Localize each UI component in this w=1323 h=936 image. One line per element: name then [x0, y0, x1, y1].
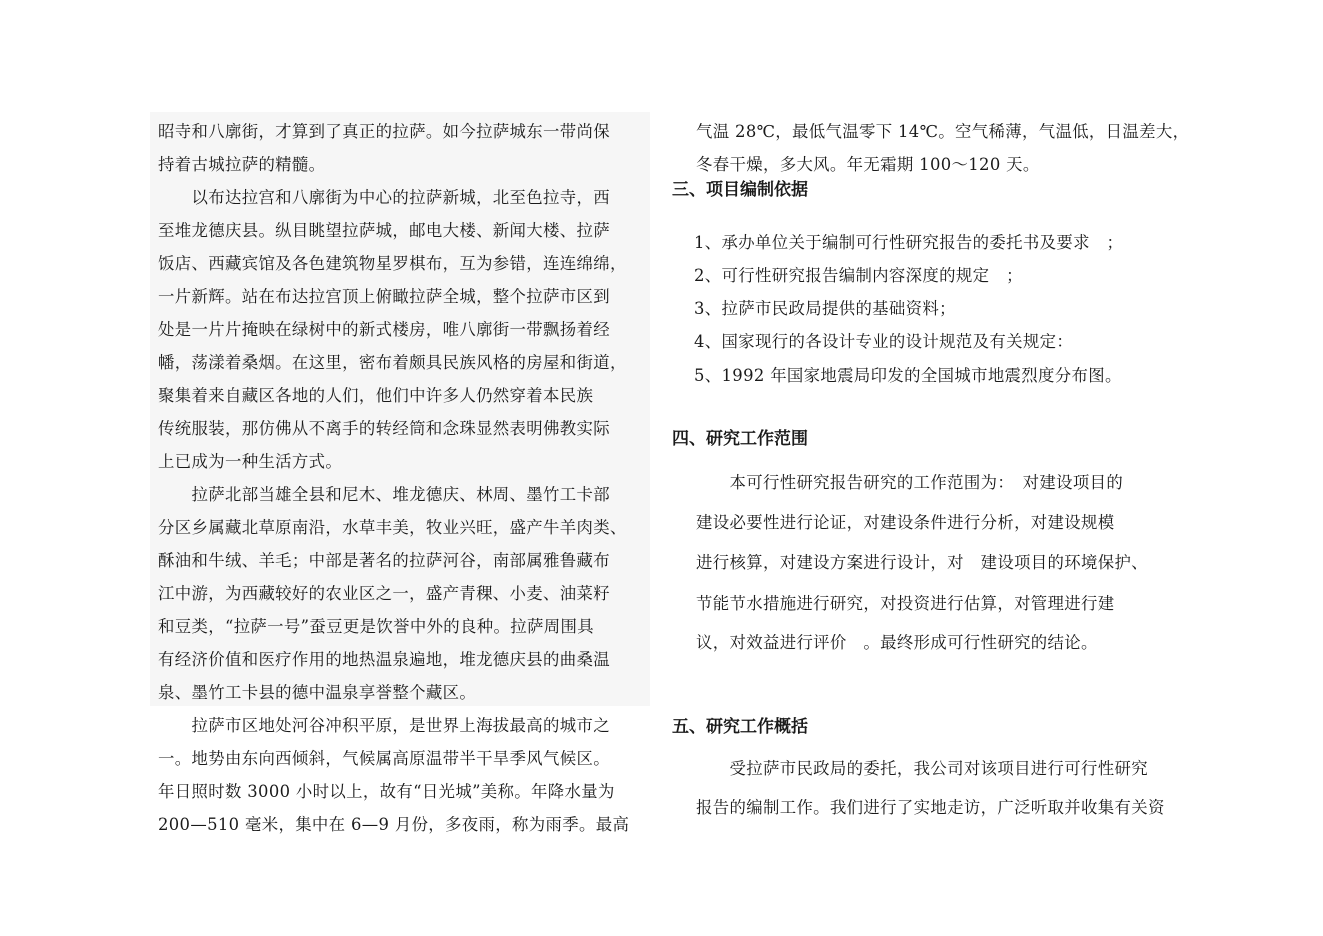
basis-item: 3、拉萨市民政局提供的基础资料；: [694, 299, 956, 318]
basis-item: 2、可行性研究报告编制内容深度的规定 ；: [694, 266, 1023, 285]
summary-line: 受拉萨市民政局的委托，我公司对该项目进行可行性研究: [696, 759, 1148, 778]
left-line: 持着古城拉萨的精髓。: [158, 155, 326, 174]
scope-line: 节能节水措施进行研究，对投资进行估算，对管理进行建: [696, 594, 1115, 613]
left-line: 上已成为一种生活方式。: [158, 452, 343, 471]
section-heading-scope: 四、研究工作范围: [672, 429, 808, 449]
left-line: 饭店、西藏宾馆及各色建筑物星罗棋布，互为参错，连连绵绵，: [158, 254, 627, 273]
scope-line: 建设必要性进行论证，对建设条件进行分析，对建设规模: [696, 513, 1115, 532]
section-heading-summary: 五、研究工作概括: [672, 717, 808, 737]
left-line: 聚集着来自藏区各地的人们，他们中许多人仍然穿着本民族: [158, 386, 594, 405]
scope-line: 议，对效益进行评价 。最终形成可行性研究的结论。: [696, 633, 1098, 652]
basis-item: 4、国家现行的各设计专业的设计规范及有关规定：: [694, 332, 1074, 351]
left-line: 处是一片片掩映在绿树中的新式楼房，唯八廓街一带飘扬着经: [158, 320, 610, 339]
left-line: 和豆类，“拉萨一号”蚕豆更是饮誉中外的良种。拉萨周围具: [158, 617, 594, 636]
left-line: 一片新辉。站在布达拉宫顶上俯瞰拉萨全城，整个拉萨市区到: [158, 287, 610, 306]
left-line: 200—510 毫米，集中在 6—9 月份，多夜雨，称为雨季。最高: [158, 815, 630, 834]
left-line: 至堆龙德庆县。纵目眺望拉萨城，邮电大楼、新闻大楼、拉萨: [158, 221, 610, 240]
basis-item: 5、1992 年国家地震局印发的全国城市地震烈度分布图。: [694, 366, 1122, 385]
scope-line: 进行核算，对建设方案进行设计，对 建设项目的环境保护、: [696, 553, 1148, 572]
left-line: 昭寺和八廓街，才算到了真正的拉萨。如今拉萨城东一带尚保: [158, 122, 610, 141]
left-line: 传统服装，那仿佛从不离手的转经筒和念珠显然表明佛教实际: [158, 419, 610, 438]
left-line: 酥油和牛绒、羊毛；中部是著名的拉萨河谷，南部属雅鲁藏布: [158, 551, 610, 570]
left-line: 一。地势由东向西倾斜，气候属高原温带半干旱季风气候区。: [158, 749, 610, 768]
left-line: 江中游，为西藏较好的农业区之一，盛产青稞、小麦、油菜籽: [158, 584, 610, 603]
basis-item: 1、承办单位关于编制可行性研究报告的委托书及要求 ；: [694, 233, 1124, 252]
left-line: 以布达拉宫和八廓街为中心的拉萨新城，北至色拉寺，西: [158, 188, 610, 207]
left-line: 分区乡属藏北草原南沿，水草丰美，牧业兴旺，盛产牛羊肉类、: [158, 518, 627, 537]
left-line: 幡，荡漾着桑烟。在这里，密布着颇具民族风格的房屋和街道，: [158, 353, 627, 372]
scope-line: 本可行性研究报告研究的工作范围为： 对建设项目的: [696, 473, 1124, 492]
left-line: 泉、墨竹工卡县的德中温泉享誉整个藏区。: [158, 683, 477, 702]
left-line: 年日照时数 3000 小时以上，故有“日光城”美称。年降水量为: [158, 782, 615, 801]
left-line: 拉萨市区地处河谷冲积平原，是世界上海拔最高的城市之: [158, 716, 610, 735]
section-heading-basis: 三、项目编制依据: [672, 180, 808, 200]
climate-line: 冬春干燥，多大风。年无霜期 100～120 天。: [696, 155, 1040, 174]
left-line: 拉萨北部当雄全县和尼木、堆龙德庆、林周、墨竹工卡部: [158, 485, 610, 504]
climate-line: 气温 28℃，最低气温零下 14℃。空气稀薄，气温低，日温差大，: [696, 122, 1190, 141]
summary-line: 报告的编制工作。我们进行了实地走访，广泛听取并收集有关资: [696, 798, 1165, 817]
left-line: 有经济价值和医疗作用的地热温泉遍地，堆龙德庆县的曲桑温: [158, 650, 610, 669]
